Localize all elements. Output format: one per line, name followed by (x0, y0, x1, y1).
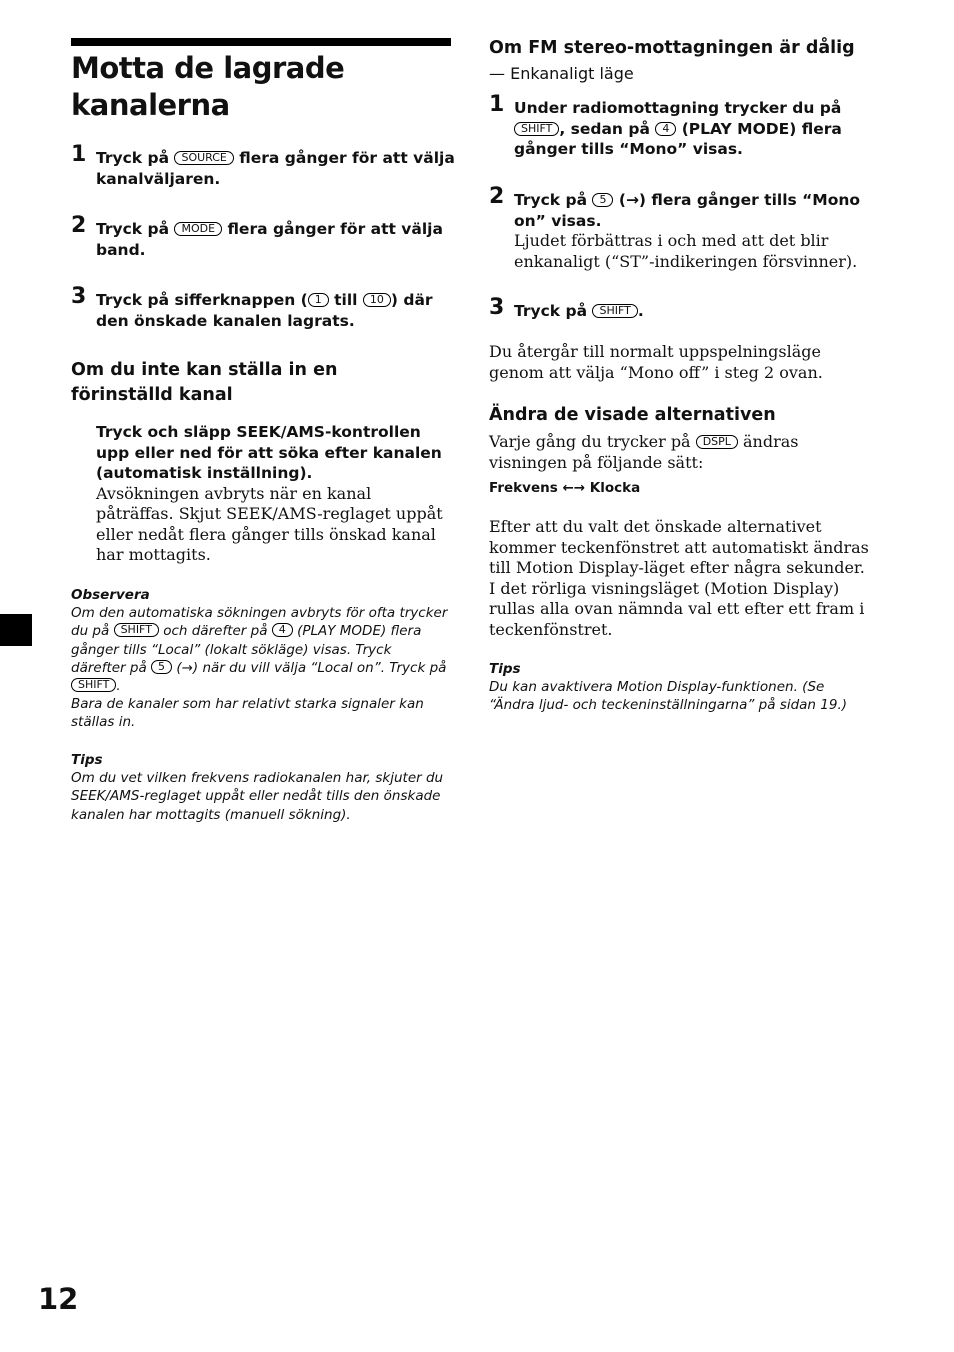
step-number: 3 (71, 284, 87, 309)
display-text-2: Efter att du valt det önskade alternativet kommer teckenfönstret att automatiskt ändras till Motion Display-läget efter några sekunder. I det rörliga visningsläget (Motion Display) rullas alla ovan nämnda val ett efter ett fram i teckenfönstret. (489, 517, 869, 639)
tips-heading: Tips (489, 661, 521, 677)
observe-text-d: (→) när du vill välja “Local on”. Tryck på (172, 659, 447, 676)
display-text-a: Varje gång du trycker på (489, 432, 696, 451)
shift-button: SHIFT (514, 122, 559, 136)
step-text-b: , sedan på (559, 119, 656, 138)
step-number: 2 (489, 184, 505, 209)
step-text-c: (PLAY MODE) flera gånger tills “Mono” visas. (514, 119, 842, 158)
number-5-button: 5 (151, 660, 172, 674)
step-body-text: Ljudet förbättras i och med att det blir enkanaligt (“ST”-indikeringen försvinner). (514, 231, 858, 271)
step-number: 1 (489, 92, 505, 117)
fm-heading-bold: Om FM stereo-mottagningen är dålig (489, 38, 855, 58)
step-text-b: . (637, 302, 644, 320)
step-text-a: Tryck på (514, 191, 593, 209)
display-text (489, 432, 869, 473)
observe-paragraph-2: Bara de kanaler som har relativt starka signaler kan ställas in. (71, 696, 424, 731)
number-5-button: 5 (592, 193, 613, 207)
step-text-a: Tryck på (96, 149, 175, 167)
observe-text-e: . (116, 678, 121, 695)
step-text (96, 219, 456, 260)
step-text (514, 98, 874, 160)
observe-heading: Observera (71, 587, 150, 603)
number-4-button: 4 (272, 623, 293, 637)
shift-button: SHIFT (592, 304, 637, 318)
step-text (96, 290, 456, 331)
page-title: Motta de lagrade kanalerna (71, 51, 345, 122)
observe-text-b: och därefter på (158, 623, 272, 640)
mode-button: MODE (174, 222, 222, 236)
fm-heading-subtitle: — Enkanaligt läge (489, 64, 634, 83)
fm-heading (489, 35, 871, 87)
preset-instruction (96, 422, 448, 566)
tips-text: Du kan avaktivera Motion Display-funktionen. (Se “Ändra ljud- och teckeninställningarna” på sidan 19.) (489, 679, 848, 714)
display-text-b: ändras visningen på följande sätt: (489, 432, 799, 472)
shift-button: SHIFT (114, 623, 159, 637)
step-text-b: ) där den önskade kanalen lagrats. (96, 291, 433, 330)
shift-button: SHIFT (71, 678, 116, 692)
number-1-button: 1 (308, 293, 329, 307)
step-text (514, 301, 874, 322)
number-10-button: 10 (363, 293, 391, 307)
step-text-a: Tryck på (514, 302, 593, 320)
step-text-a: Under radiomottagning trycker du på (514, 99, 842, 117)
step-number: 2 (71, 213, 87, 238)
number-4-button: 4 (655, 122, 676, 136)
tips-heading: Tips (71, 752, 103, 768)
page-number: 12 (38, 1282, 79, 1316)
step-text (514, 190, 874, 272)
fm-after-text: Du återgår till normalt uppspelningsläge genom att välja “Mono off” i steg 2 ovan. (489, 342, 823, 382)
tips-right (489, 660, 869, 715)
display-heading: Ändra de visade alternativen (489, 405, 776, 425)
step-number: 3 (489, 295, 505, 320)
preset-body-text: Avsökningen avbryts när en kanal påträffas. Skjut SEEK/AMS-reglaget uppåt eller nedåt flera gånger tills önskad kanal har mottagits. (96, 483, 443, 564)
step-text-mid: till (328, 291, 363, 309)
tips-text: Om du vet vilken frekvens radiokanalen har, skjuter du SEEK/AMS-reglaget uppåt eller nedåt tills den önskade kanalen har mottagits (manuell sökning). (71, 770, 444, 823)
title-rule (71, 38, 451, 46)
observe-note (71, 586, 449, 732)
step-text-a: Tryck på sifferknappen ( (96, 291, 308, 309)
tips-left (71, 751, 449, 824)
step-text-b: flera gånger för att välja band. (96, 220, 443, 259)
display-sequence: Frekvens ←→ Klocka (489, 480, 641, 496)
section-tab-marker (0, 614, 32, 646)
step-number: 1 (71, 142, 87, 167)
observe-text-c: (PLAY MODE) flera gånger tills “Local” (lokalt sökläge) visas. Tryck därefter på (71, 623, 422, 676)
preset-bold-text: Tryck och släpp SEEK/AMS-kontrollen upp eller ned för att söka efter kanalen (automatisk inställning). (96, 423, 442, 482)
step-text-b: (→) flera gånger tills “Mono on” visas. (514, 191, 861, 230)
source-button: SOURCE (174, 151, 233, 165)
step-text-a: Tryck på (96, 220, 175, 238)
step-text-b: flera gånger för att välja kanalväljaren. (96, 149, 455, 188)
step-text (96, 148, 456, 189)
preset-heading: Om du inte kan ställa in en förinställd kanal (71, 360, 338, 405)
dspl-button: DSPL (696, 435, 738, 449)
observe-text-a: Om den automatiska sökningen avbryts för ofta trycker du på (71, 605, 448, 640)
observe-paragraph-1 (71, 604, 449, 695)
